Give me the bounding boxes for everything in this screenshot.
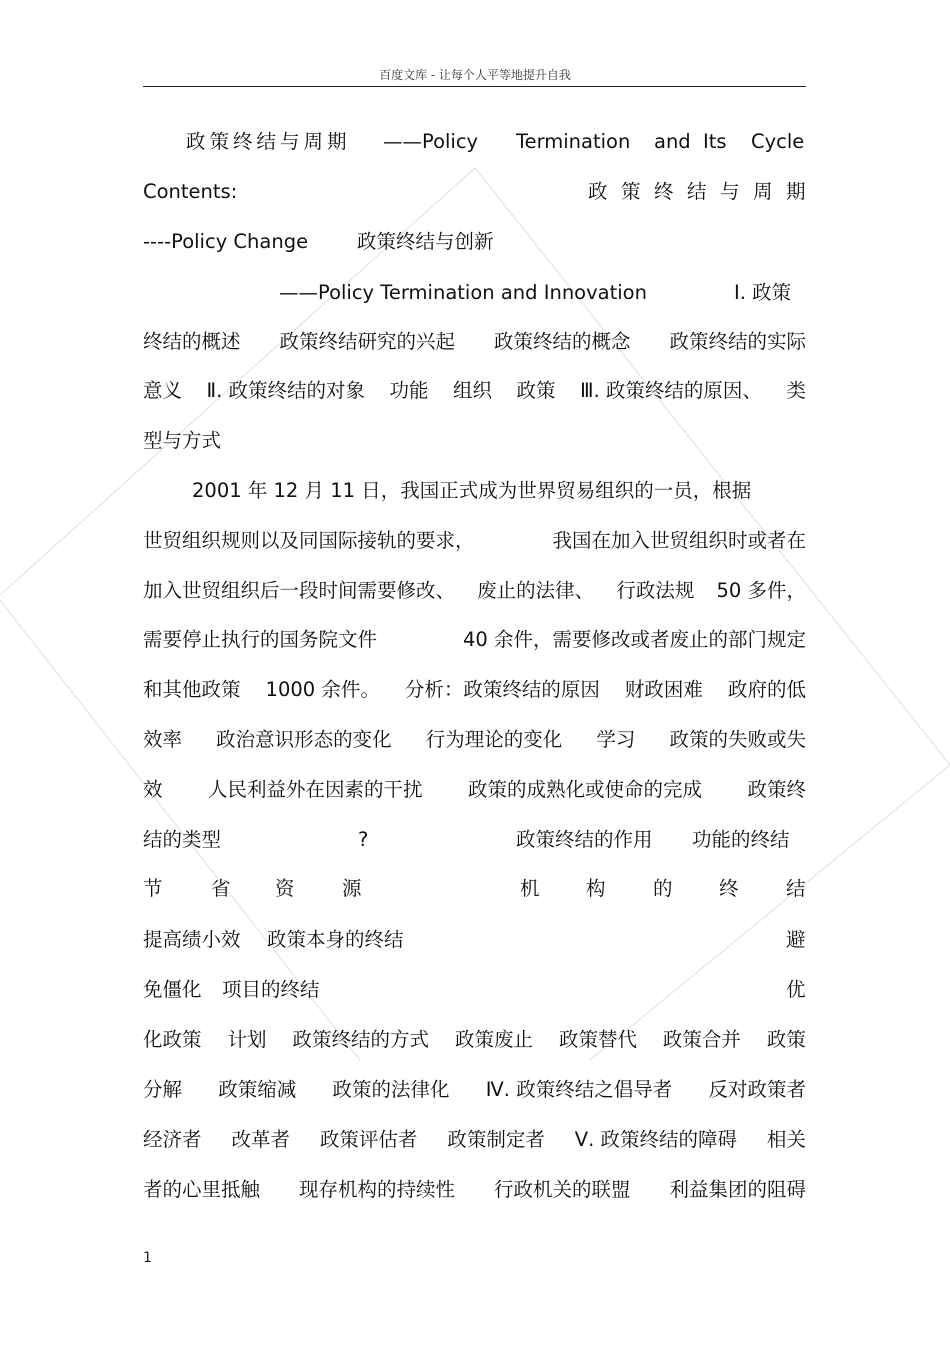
text-span: 现存机构的持续性	[298, 1178, 455, 1201]
text-line	[143, 278, 806, 308]
text-span: 意义	[143, 379, 183, 402]
text-span: 机	[520, 877, 540, 900]
text-span: 结	[687, 180, 707, 203]
text-line	[143, 227, 806, 257]
text-line	[143, 1175, 806, 1205]
text-span: 提高绩小效	[143, 928, 241, 951]
text-span: 政策	[766, 1028, 806, 1051]
text-span: 终结的概述	[143, 330, 241, 353]
text-span: ?	[358, 828, 369, 851]
text-span: 分解	[143, 1078, 183, 1101]
text-span: 政策评估者	[319, 1128, 418, 1151]
text-span: 项目的终结	[222, 978, 320, 1001]
text-span: Its	[703, 130, 727, 153]
text-span: 行政机关的联盟	[493, 1178, 631, 1201]
text-span: 利益集团的阻碍	[669, 1178, 806, 1201]
text-span: 和其他政策	[143, 678, 241, 701]
text-span: 政策终结的概念	[493, 330, 631, 353]
text-span: ----Policy Change	[143, 230, 309, 253]
text-span: 政策的法律化	[332, 1078, 450, 1101]
text-span: 政治意识形态的变化	[216, 728, 392, 751]
text-span: 类	[786, 379, 806, 402]
text-span: 免僵化	[143, 978, 202, 1001]
text-span: 人民利益外在因素的干扰	[207, 778, 423, 801]
text-span: 我国在加入世贸组织时或者在	[552, 529, 806, 552]
text-span: 1000 余件。	[265, 678, 380, 701]
text-span: ——Policy Termination and Innovation	[279, 281, 647, 304]
text-span: 的	[653, 877, 673, 900]
text-span: 改革者	[231, 1128, 290, 1151]
text-span: 政策终结的作用	[516, 828, 653, 851]
text-span: 策	[621, 180, 641, 203]
text-line	[143, 376, 806, 406]
text-line	[143, 925, 806, 955]
text-line	[143, 625, 806, 655]
text-span: 优	[786, 978, 806, 1001]
text-span: 相关	[766, 1128, 806, 1151]
text-span: 政策终	[747, 778, 806, 801]
text-span: 经济者	[143, 1128, 202, 1151]
page-header: 百度文库 - 让每个人平等地提升自我	[379, 68, 571, 82]
text-span: 反对政策者	[708, 1078, 806, 1101]
text-span: Cycle	[751, 130, 805, 153]
text-span: 资	[275, 877, 295, 900]
text-span: 行政法规	[616, 579, 695, 602]
text-span: 政策的失败或失	[669, 728, 806, 751]
text-span: 政策合并	[662, 1028, 741, 1051]
text-span: 政策终结研究的兴起	[279, 330, 455, 353]
text-span: 源	[342, 877, 362, 900]
text-span: 政策废止	[454, 1028, 533, 1051]
text-line	[143, 775, 806, 805]
text-span: 期	[786, 180, 806, 203]
text-span: 政	[588, 180, 608, 203]
text-span: 分析：政策终结的原因	[404, 678, 600, 701]
text-span: 省	[211, 877, 231, 900]
text-line	[143, 1025, 806, 1055]
text-span: 结	[786, 877, 806, 900]
text-line	[143, 975, 806, 1005]
text-span: 废止的法律、	[477, 579, 595, 602]
text-span: and	[654, 130, 691, 153]
text-span: 终	[654, 180, 674, 203]
text-span: 政府的低	[727, 678, 806, 701]
text-span: 节	[143, 877, 163, 900]
text-span: 计划	[227, 1028, 267, 1051]
text-span: 50 多件，	[716, 579, 806, 602]
text-line	[143, 725, 806, 755]
text-span: 政策终结的实际	[669, 330, 806, 353]
text-line	[143, 874, 806, 904]
text-line	[143, 825, 806, 855]
text-span: Ⅲ. 政策终结的原因、	[580, 379, 762, 402]
text-span: 加入世贸组织后一段时间需要修改、	[143, 579, 456, 602]
text-span: 政策制定者	[447, 1128, 545, 1151]
text-span: 政策终结与创新	[357, 230, 494, 253]
text-line	[143, 426, 806, 456]
text-span: 避	[786, 928, 806, 951]
text-span: 组织	[453, 379, 493, 402]
text-span: 政策终结的方式	[292, 1028, 429, 1051]
paragraph-first-line	[192, 476, 806, 506]
text-span: 学习	[596, 728, 636, 751]
text-line	[143, 526, 806, 556]
text-span: Termination	[516, 130, 631, 153]
text-span: 政策替代	[558, 1028, 637, 1051]
contents-line	[143, 177, 806, 207]
text-span: 40 余件，需要修改或者废止的部门规定	[462, 628, 806, 651]
text-span: 功能	[389, 379, 429, 402]
text-span: 政策的成熟化或使命的完成	[467, 778, 702, 801]
text-span: 功能的终结	[692, 828, 790, 851]
text-span: 世贸组织规则以及同国际接轨的要求，	[143, 529, 475, 552]
text-span: 政策缩减	[218, 1078, 297, 1101]
text-span: 需要停止执行的国务院文件	[143, 628, 378, 651]
text-line	[143, 675, 806, 705]
text-span: 效率	[143, 728, 183, 751]
title-line	[143, 127, 806, 157]
text-span: 政策终结与周期	[186, 130, 351, 153]
text-span: 终	[719, 877, 739, 900]
text-span: 2001 年 12 月 11 日，我国正式成为世界贸易组织的一员，根据	[192, 479, 752, 502]
text-span: Ⅱ. 政策终结的对象	[206, 379, 366, 402]
text-span: Ⅳ. 政策终结之倡导者	[485, 1078, 673, 1101]
text-span: Ⅰ. 政策	[734, 281, 792, 304]
text-line	[143, 327, 806, 357]
text-span: 结的类型	[143, 828, 222, 851]
text-span: 政策本身的终结	[267, 928, 404, 951]
text-span: 型与方式	[143, 429, 222, 452]
text-span: 化政策	[143, 1028, 202, 1051]
text-line	[143, 1125, 806, 1155]
text-span: 者的心里抵触	[143, 1178, 261, 1201]
header-divider	[143, 86, 806, 87]
text-line	[143, 1075, 806, 1105]
text-span: Ⅴ. 政策终结的障碍	[574, 1128, 737, 1151]
text-span: 行为理论的变化	[425, 728, 563, 751]
page-number: 1	[143, 1250, 152, 1266]
text-span: 财政困难	[624, 678, 703, 701]
text-line	[143, 576, 806, 606]
text-span: 周	[753, 180, 773, 203]
text-span: 政策	[516, 379, 556, 402]
text-span: 构	[586, 877, 606, 900]
text-span: 与	[720, 180, 740, 203]
text-span: ——Policy	[383, 130, 479, 153]
text-span: Contents:	[143, 180, 238, 203]
text-span: 效	[143, 778, 163, 801]
